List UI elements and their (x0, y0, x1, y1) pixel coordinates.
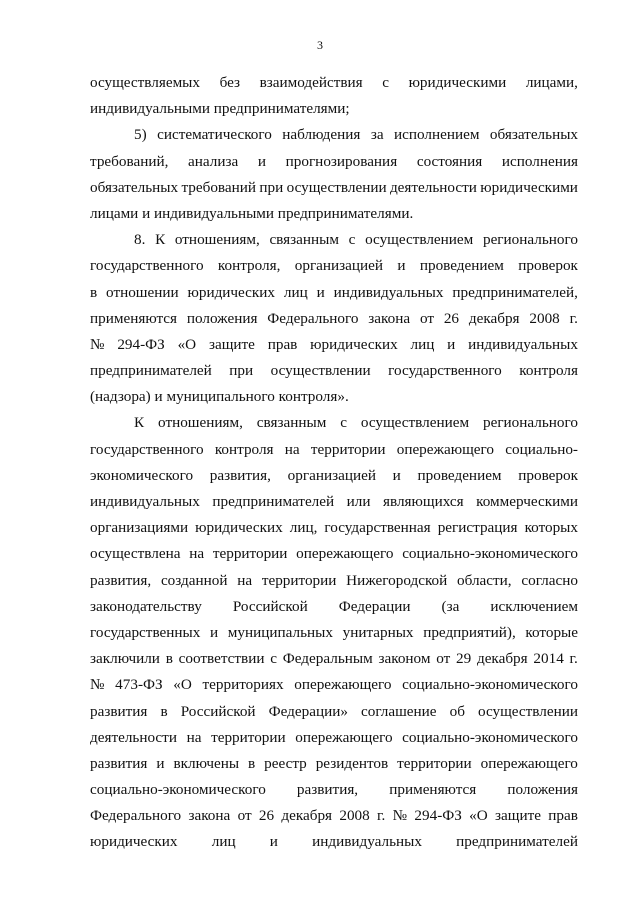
text-word: и (156, 754, 165, 772)
text-word: контроля, (217, 257, 281, 275)
text-word: с (348, 231, 356, 249)
text-word: соглашение (361, 702, 437, 720)
text-word: 26 (258, 807, 275, 825)
text-word: декабря (281, 807, 333, 825)
text-word: Федерации (338, 597, 411, 615)
text-word: (за (441, 597, 460, 615)
text-word: при (259, 178, 284, 196)
text-line (90, 829, 578, 855)
text-word: опережающего (294, 676, 392, 694)
text-word: предпринимателей (212, 493, 335, 510)
text-word: 26 (443, 309, 460, 327)
text-word: развития, (90, 571, 152, 589)
text-word: 5) (134, 126, 147, 144)
text-line (90, 70, 578, 96)
text-word: в (248, 754, 256, 772)
text-word: К (155, 231, 166, 249)
text-word: опережающего (396, 440, 494, 458)
text-word: муниципальных (227, 623, 333, 641)
text-line (90, 751, 578, 777)
text-word: созданной (160, 571, 228, 589)
text-word: 8. (134, 231, 146, 249)
text-word: включены (173, 754, 240, 772)
page-number: 3 (317, 38, 323, 52)
text-word: юридических (195, 519, 283, 537)
text-word: исполнением (394, 126, 480, 144)
text-line (90, 699, 578, 725)
text-word: и (316, 283, 325, 301)
text-word: прав (267, 335, 298, 353)
text-word: территории (310, 440, 386, 458)
text-word: «О (173, 676, 192, 694)
text-line (90, 175, 578, 201)
text-word: социально- (505, 440, 578, 458)
text-word: исключением (490, 597, 578, 615)
text-line (90, 149, 578, 175)
text-word: об (449, 702, 465, 720)
text-word: и (269, 833, 278, 851)
text-word: исполнения (501, 152, 578, 170)
text-word: предпринимателей (90, 362, 212, 380)
text-word: проведением (417, 466, 502, 484)
text-word: при (229, 362, 254, 380)
text-word: и (447, 335, 456, 353)
text-word: опережающего (295, 728, 393, 746)
text-word: от (419, 309, 434, 327)
text-line (90, 803, 578, 829)
text-word: юридических (90, 833, 178, 851)
text-word: декабря (468, 309, 520, 327)
text-word: унитарных (342, 623, 414, 641)
text-word: наблюдения (282, 126, 361, 144)
text-line (90, 489, 578, 515)
text-word: закона (188, 807, 231, 825)
text-word: государственного (90, 257, 204, 275)
text-word: Федерального (267, 309, 359, 327)
text-word: Российской (232, 597, 308, 615)
text-word: территории (211, 728, 286, 746)
text-word: лиц (211, 833, 236, 851)
text-word: декабря (476, 650, 528, 668)
text-word: № (392, 807, 408, 825)
text-word: на (284, 440, 300, 458)
text-word: экономического (90, 466, 194, 484)
text-word: являющихся (383, 493, 464, 510)
text-word: обязательных (90, 178, 179, 196)
text-word: защите (495, 807, 541, 825)
text-word: анализа (188, 152, 239, 170)
text-word: или (346, 493, 371, 510)
text-word: предпринимателей (456, 833, 578, 851)
text-word: Российской (180, 702, 256, 720)
text-word: коммерческими (476, 493, 578, 510)
text-word: связанным (269, 231, 339, 249)
text-word: Федерации» (268, 702, 348, 720)
text-line: лицами и индивидуальными предпринимателями. (90, 204, 414, 222)
text-line (90, 594, 578, 620)
text-word: развития (90, 754, 148, 772)
text-word: юридическими (480, 178, 578, 196)
text-word: деятельности (389, 178, 477, 196)
text-word: 29 (456, 650, 472, 668)
text-word: государственного (388, 362, 502, 380)
text-word: проверок (518, 466, 578, 484)
text-word: отношениям, (158, 414, 243, 432)
text-word: социально-экономического (402, 676, 578, 694)
text-word: государственного (90, 440, 204, 458)
text-word: г. (377, 807, 386, 825)
text-word: проведением (419, 257, 504, 275)
text-word: в (160, 702, 168, 720)
text-line (90, 227, 578, 253)
text-word: индивидуальных (333, 283, 444, 301)
text-line: (надзора) и муниципального контроля». (90, 388, 349, 406)
text-word: с (270, 650, 277, 668)
text-word: индивидуальных (90, 493, 200, 510)
text-word: отношении (106, 283, 179, 301)
text-word: и (257, 152, 266, 170)
text-word: контроля (214, 440, 274, 458)
text-word: соответствии (178, 650, 265, 668)
text-word: № (90, 676, 105, 694)
text-line (90, 332, 578, 358)
text-line (90, 777, 578, 803)
text-word: обязательных (489, 126, 578, 144)
text-word: 294-ФЗ (414, 807, 462, 825)
text-line (90, 358, 578, 384)
text-word: прав (548, 807, 578, 825)
text-word: юридических (310, 335, 398, 353)
text-line (90, 122, 578, 148)
text-line (90, 672, 578, 698)
text-word: отношениям, (174, 231, 260, 249)
text-word: на (237, 571, 253, 589)
text-word: Федерального (90, 807, 182, 825)
text-word: в (90, 283, 98, 301)
text-word: регионального (482, 231, 578, 249)
text-word: социально-экономического (402, 545, 578, 563)
text-word: связанным (256, 414, 327, 432)
text-line: индивидуальными предпринимателями; (90, 100, 350, 118)
text-word: государственная (324, 519, 431, 537)
text-word: которых (524, 519, 578, 537)
text-word: согласно (521, 571, 578, 589)
text-word: с (382, 74, 389, 91)
text-word: развития, (296, 781, 359, 799)
text-word: которые (525, 623, 578, 641)
text-word: организациями (90, 519, 189, 537)
text-word: развития, (209, 466, 271, 484)
text-word: 2014 (533, 650, 564, 668)
document-body (90, 70, 578, 856)
text-word: лиц, (289, 519, 318, 537)
text-word: юридическими (408, 74, 507, 91)
text-line (90, 410, 578, 436)
text-word: реестр (264, 754, 307, 772)
text-word: г. (569, 650, 578, 668)
text-word: 294-ФЗ (117, 335, 165, 353)
text-word: за (370, 126, 384, 144)
text-word: осуществлением (360, 414, 470, 432)
text-word: защите (208, 335, 255, 353)
text-word: проверок (518, 257, 578, 275)
text-word: деятельности (90, 728, 177, 746)
text-word: в (165, 650, 173, 668)
text-word: индивидуальных (468, 335, 578, 353)
text-word: территориях (202, 676, 284, 694)
text-word: организацией (294, 257, 384, 275)
text-word: прогнозирования (285, 152, 398, 170)
text-word: требований (181, 178, 257, 196)
text-word: осуществлении (270, 362, 371, 380)
text-word: контроля (519, 362, 578, 380)
text-word: 2008 (339, 807, 370, 825)
text-word: 473-ФЗ (115, 676, 163, 694)
text-word: лицами, (525, 74, 578, 91)
text-word: «О (177, 335, 197, 353)
text-word: от (237, 807, 252, 825)
text-word: закона (368, 309, 411, 327)
text-line (90, 515, 578, 541)
text-word: осуществлении (286, 178, 387, 196)
text-word: взаимодействия (259, 74, 363, 91)
text-word: на (186, 728, 202, 746)
text-word: предприятий), (423, 623, 516, 641)
text-word: осуществляемых (90, 74, 200, 91)
text-line (90, 463, 578, 489)
text-word: Нижегородской (346, 571, 448, 589)
text-line (90, 437, 578, 463)
text-word: от (436, 650, 451, 668)
text-word: законом (378, 650, 431, 668)
text-word: К (134, 414, 145, 432)
text-word: г. (569, 309, 578, 327)
text-word: Федеральным (282, 650, 373, 668)
text-word: и (209, 623, 219, 641)
text-word: лиц (283, 283, 308, 301)
text-word: предпринимателей, (452, 283, 578, 301)
text-word: 2008 (529, 309, 560, 327)
text-word: юридических (187, 283, 276, 301)
text-word: применяются (389, 781, 477, 799)
text-word: и (392, 466, 401, 484)
text-word: территории (261, 571, 337, 589)
text-line (90, 725, 578, 751)
text-word: законодательству (90, 597, 202, 615)
text-line (90, 306, 578, 332)
text-line (90, 568, 578, 594)
text-word: регионального (482, 414, 578, 432)
text-word: социально-экономического (402, 728, 578, 746)
text-word: осуществлении (478, 702, 578, 720)
text-word: индивидуальных (312, 833, 422, 851)
text-word: области, (457, 571, 512, 589)
text-word: государственных (90, 623, 201, 641)
text-word: без (219, 74, 241, 91)
text-word: организацией (287, 466, 376, 484)
text-word: осуществлена (90, 545, 181, 563)
text-line (90, 620, 578, 646)
text-word: территории (397, 754, 472, 772)
text-word: заключили (90, 650, 160, 668)
text-word: территории (212, 545, 288, 563)
text-word: систематического (157, 126, 272, 144)
text-word: положения (186, 309, 258, 327)
text-word: и (397, 257, 406, 275)
text-word: социально-экономического (90, 781, 266, 799)
text-word: № (90, 335, 105, 353)
text-line (90, 646, 578, 672)
text-word: развития (90, 702, 148, 720)
text-word: с (340, 414, 347, 432)
text-word: на (189, 545, 205, 563)
text-word: положения (507, 781, 578, 799)
text-word: лиц (410, 335, 435, 353)
text-line (90, 541, 578, 567)
text-word: регистрация (437, 519, 518, 537)
text-word: «О (469, 807, 488, 825)
text-word: опережающего (480, 754, 578, 772)
text-word: применяются (90, 309, 178, 327)
text-line (90, 280, 578, 306)
text-word: осуществлением (365, 231, 474, 249)
text-word: состояния (416, 152, 483, 170)
text-word: резидентов (315, 754, 389, 772)
text-word: опережающего (296, 545, 394, 563)
text-line (90, 253, 578, 279)
text-word: требований, (90, 152, 169, 170)
